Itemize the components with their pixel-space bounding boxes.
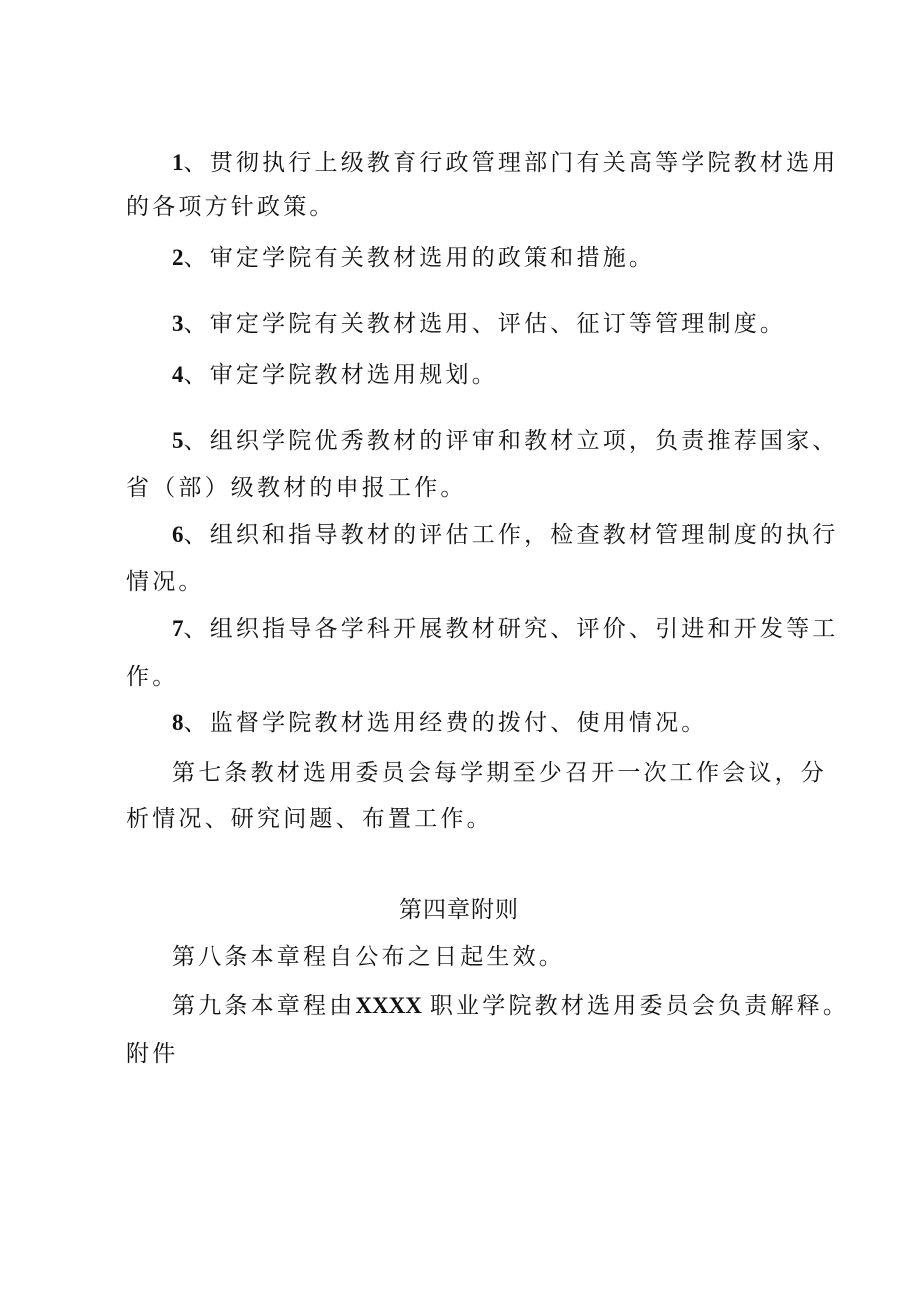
article-9: 第九条本章程由XXXX 职业学院教材选用委员会负责解释。 [172,993,850,1019]
item-7-number: 7 [172,616,184,641]
item-8 [172,708,708,738]
item-4 [172,360,498,390]
item-5-text: 、组织学院优秀教材的评审和教材立项，负责推荐国家、 [183,428,839,454]
item-8-text: 、监督学院教材选用经费的拨付、使用情况。 [183,710,708,736]
article-7-line-2: 析情况、研究问题、布置工作。 [126,806,493,832]
item-3-text: 、审定学院有关教材选用、评估、征订等管理制度。 [183,311,787,337]
item-4-number: 4 [172,362,184,387]
item-8-number: 8 [172,710,184,735]
item-3 [172,309,786,339]
item-2-text: 、审定学院有关教材选用的政策和措施。 [183,245,656,271]
item-5-line-2: 省（部）级教材的申报工作。 [126,475,467,501]
item-6-number: 6 [172,522,184,547]
item-1-line-2: 的各项方针政策。 [126,194,336,220]
item-3-number: 3 [172,311,184,336]
item-5-number: 5 [172,428,184,453]
item-2 [172,243,655,273]
org-placeholder: XXXX [355,993,422,1018]
item-1-text: 、贯彻执行上级教育行政管理部门有关高等学院教材选用 [183,150,839,176]
chapter-title: 第四章附则 [399,897,519,923]
item-6-line-2: 情况。 [126,569,205,595]
item-7-line-1 [172,614,839,644]
item-7-line-2: 作。 [126,664,179,690]
item-6-text: 、组织和指导教材的评估工作，检查教材管理制度的执行 [183,522,839,548]
item-4-text: 、审定学院教材选用规划。 [183,362,498,388]
article-8: 第八条本章程自公布之日起生效。 [172,944,565,970]
article-7-line-1: 第七条教材选用委员会每学期至少召开一次工作会议，分 [172,760,827,786]
item-5-line-1 [172,426,839,456]
attachment-label: 附件 [126,1041,179,1067]
item-1-line-1 [172,148,839,178]
item-1-number: 1 [172,150,184,175]
item-2-number: 2 [172,245,184,270]
item-7-text: 、组织指导各学科开展教材研究、评价、引进和开发等工 [183,616,839,642]
item-6-line-1 [172,520,839,550]
